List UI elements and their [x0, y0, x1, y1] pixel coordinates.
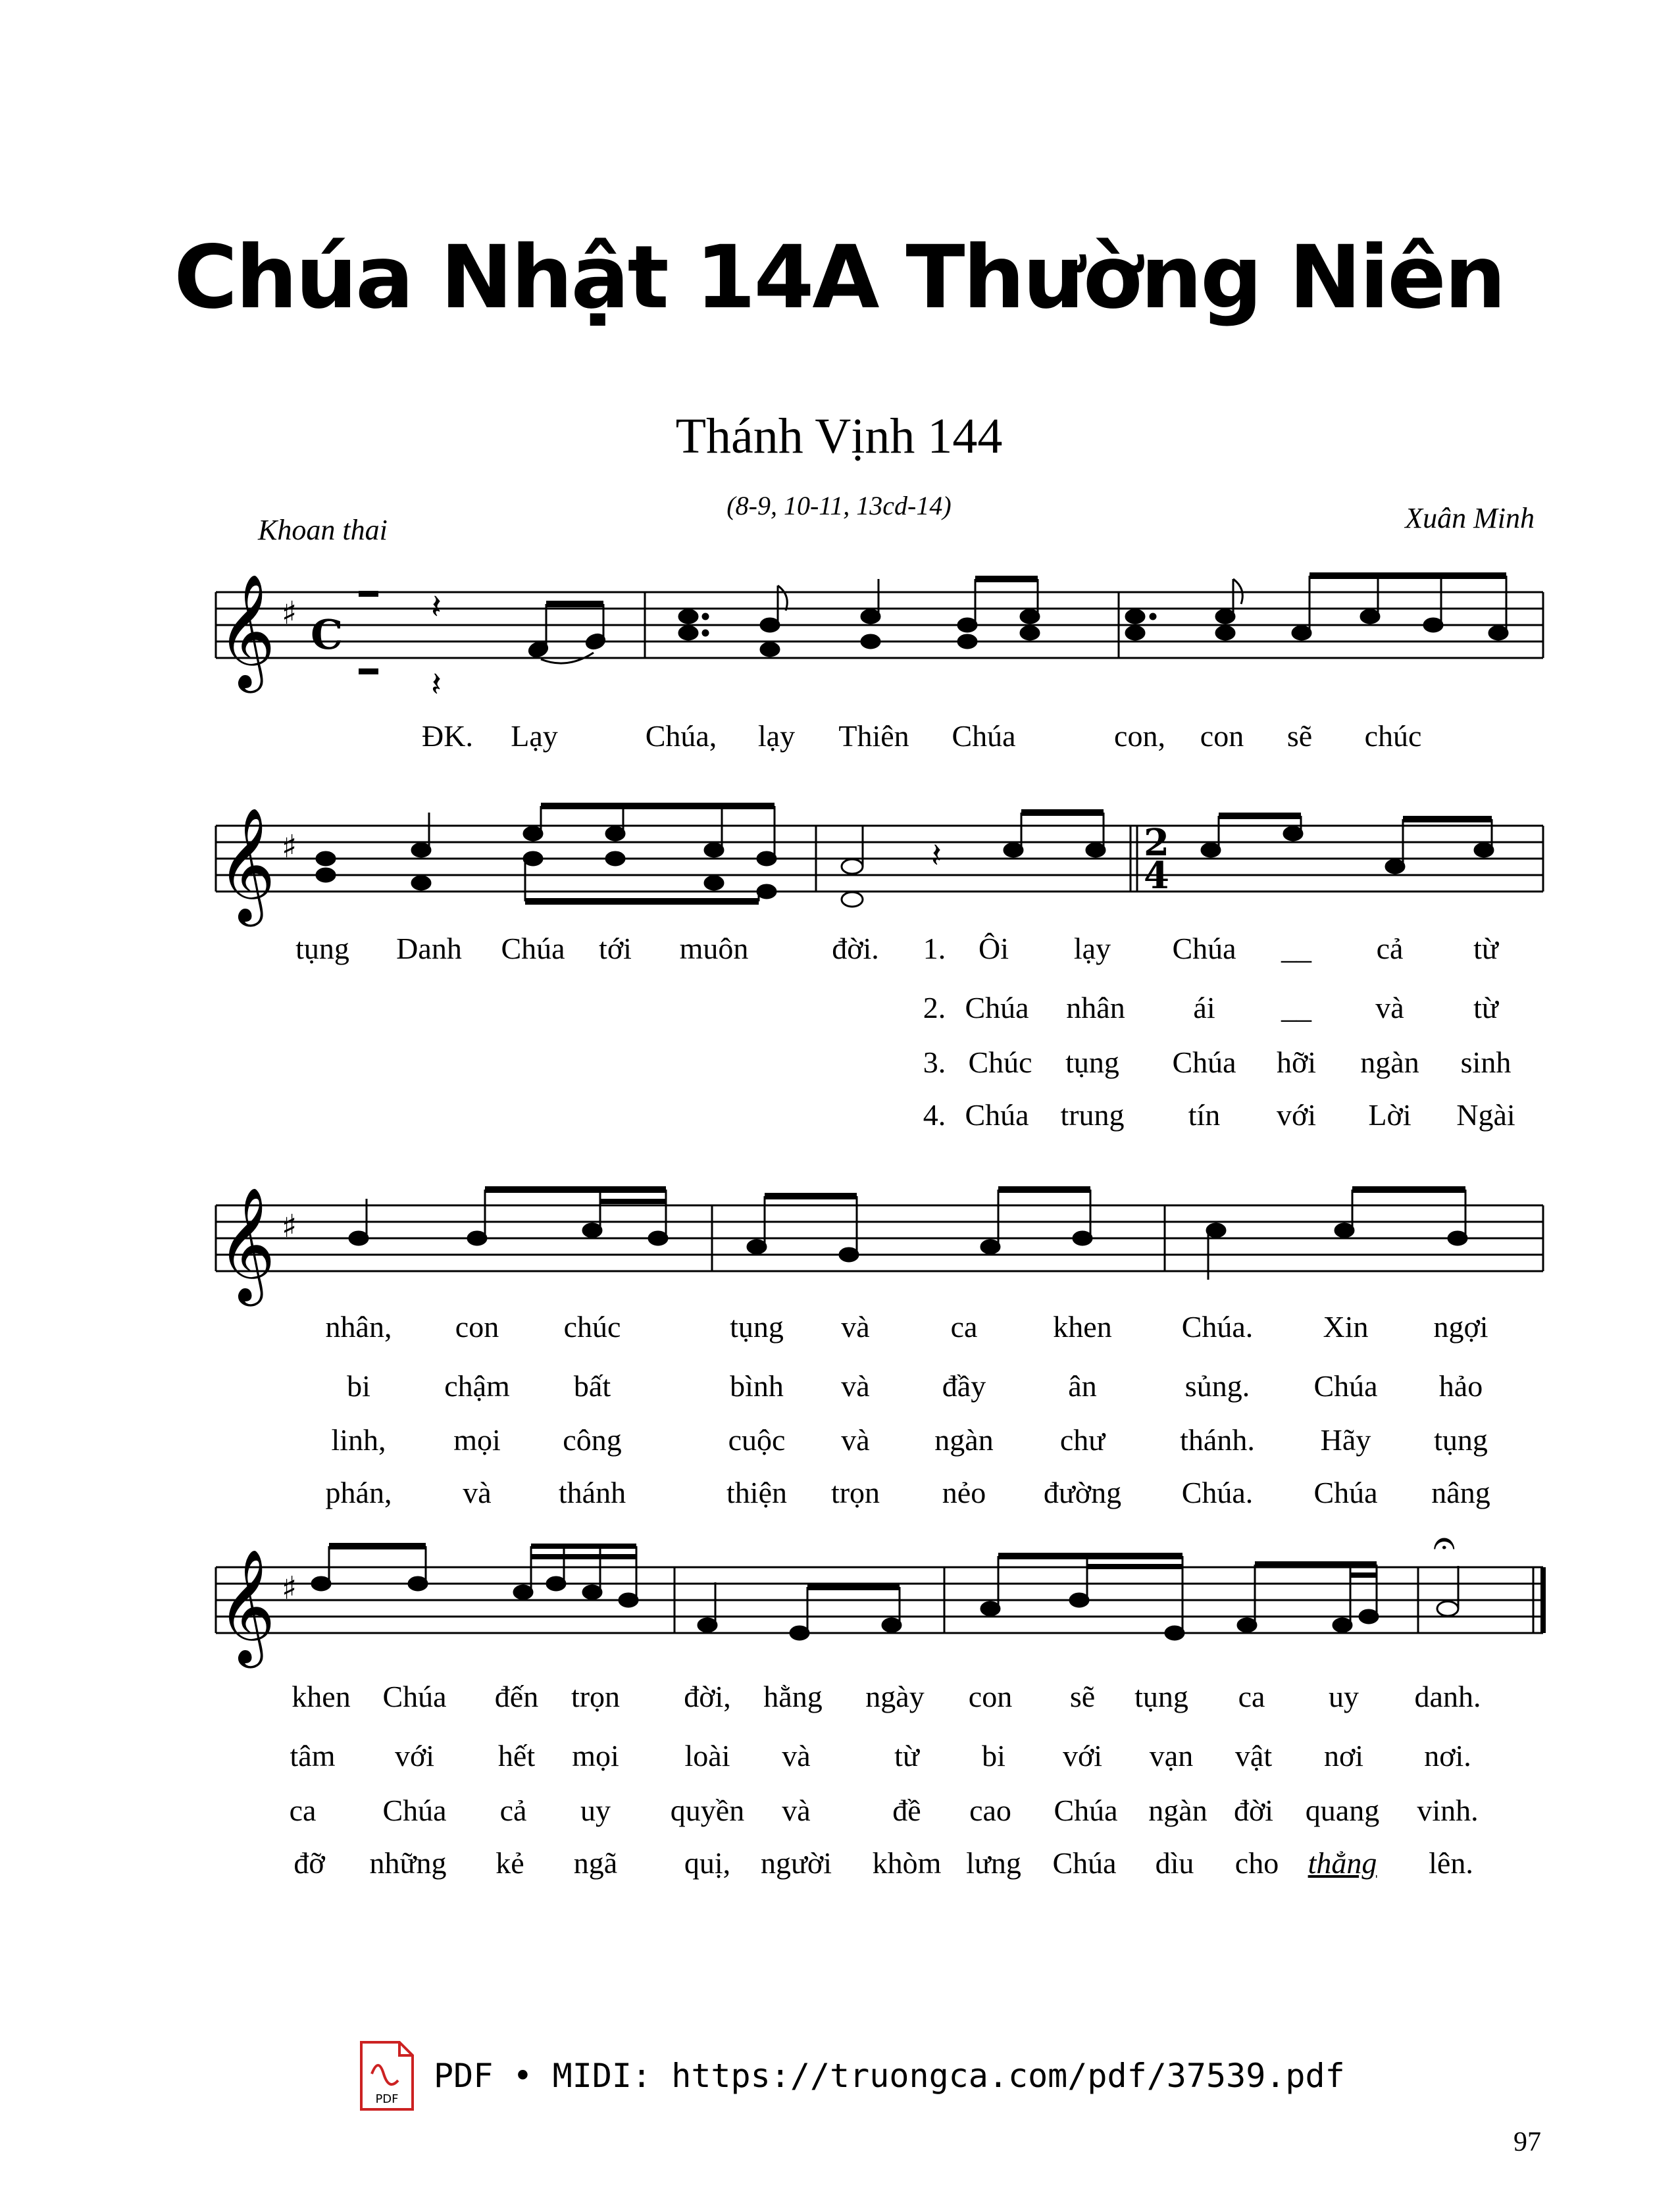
lyric-syllable: tụng	[730, 1310, 784, 1344]
lyric-syllable: tín	[1188, 1098, 1221, 1132]
key-sharp-icon: ♯	[282, 828, 297, 865]
time-signature-bottom: 4	[1144, 854, 1169, 897]
lyric-syllable: lên.	[1429, 1846, 1473, 1880]
lyric-syllable: nơi.	[1424, 1739, 1471, 1772]
lyric-syllable: thiện	[726, 1476, 787, 1509]
lyric-syllable: và	[782, 1739, 811, 1772]
lyric-syllable: chúc	[563, 1310, 621, 1344]
lyric-syllable: mọi	[572, 1739, 619, 1772]
treble-clef-icon: 𝄞	[217, 807, 276, 922]
lyric-syllable: lạy	[757, 719, 796, 753]
lyric-syllable: trung	[1060, 1098, 1125, 1132]
lyric-syllable: hằng	[763, 1680, 823, 1713]
pdf-icon	[359, 2040, 415, 2112]
lyric-syllable: con	[1200, 719, 1244, 753]
lyric-syllable: hảo	[1438, 1369, 1483, 1403]
lyric-syllable: ngã	[573, 1846, 618, 1880]
lyric-syllable: uy	[580, 1794, 611, 1827]
lyric-syllable: Chúa	[952, 719, 1016, 753]
lyric-syllable: sẽ	[1286, 719, 1313, 753]
staff-system-2	[0, 790, 1678, 947]
lyric-syllable: tụng	[1434, 1423, 1488, 1457]
lyric-syllable: thánh	[558, 1476, 626, 1509]
lyric-syllable: thánh.	[1180, 1423, 1255, 1457]
lyric-syllable: Ngài	[1456, 1098, 1515, 1132]
lyric-syllable: ân	[1068, 1369, 1097, 1403]
lyric-syllable: sẽ	[1069, 1680, 1096, 1713]
lyric-syllable: và	[1375, 991, 1404, 1024]
staff-system-1	[0, 553, 1678, 724]
lyric-syllable: Chúa	[1313, 1476, 1378, 1509]
common-time-icon: C	[311, 611, 343, 659]
lyric-syllable: Xin	[1323, 1310, 1369, 1344]
lyric-syllable: dìu	[1155, 1846, 1194, 1880]
composer-name: Xuân Minh	[1405, 502, 1535, 534]
lyric-syllable: tụng	[1134, 1680, 1188, 1713]
lyric-syllable: Chúa	[382, 1680, 447, 1713]
lyric-syllable: từ	[1473, 932, 1498, 965]
lyric-syllable: đời.	[832, 932, 879, 965]
lyric-syllable: Chúa	[501, 932, 565, 965]
lyric-syllable: Chúa	[1172, 1045, 1236, 1079]
lyric-syllable: con,	[1114, 719, 1165, 753]
lyric-syllable: quang	[1305, 1794, 1380, 1827]
page-title: Chúa Nhật 14A Thường Niên	[174, 227, 1504, 328]
lyric-syllable: ái	[1193, 991, 1215, 1024]
lyric-syllable: Thiên	[838, 719, 909, 753]
psalm-subtitle: Thánh Vịnh 144	[675, 409, 1003, 464]
lyric-syllable: Chúa.	[1181, 1476, 1254, 1509]
lyric-syllable: muôn	[679, 932, 749, 965]
lyric-syllable: vật	[1234, 1739, 1273, 1772]
lyric-syllable: đến	[494, 1680, 539, 1713]
lyric-syllable: cả	[1376, 932, 1404, 965]
lyric-syllable: 3.	[923, 1045, 946, 1079]
lyric-syllable: __	[1281, 932, 1311, 965]
lyric-syllable: sinh	[1460, 1045, 1512, 1079]
svg-text:𝄽: 𝄽	[931, 836, 942, 876]
key-sharp-icon: ♯	[282, 1570, 297, 1607]
lyric-syllable: bi	[347, 1369, 370, 1403]
lyric-syllable: con	[968, 1680, 1013, 1713]
lyric-syllable: bi	[982, 1739, 1005, 1772]
lyric-syllable: tâm	[290, 1739, 336, 1772]
treble-clef-icon: 𝄞	[217, 1187, 276, 1301]
lyric-syllable: Lời	[1368, 1098, 1411, 1132]
lyric-syllable: và	[841, 1369, 870, 1403]
lyric-syllable: và	[782, 1794, 811, 1827]
lyric-syllable: Danh	[396, 932, 462, 965]
lyric-syllable: Chúa	[1054, 1794, 1118, 1827]
lyric-syllable: khen	[292, 1680, 351, 1713]
lyric-syllable: Chúa	[965, 991, 1029, 1024]
lyric-syllable: đường	[1043, 1476, 1122, 1509]
lyric-syllable: Chúa.	[1181, 1310, 1254, 1344]
lyric-syllable: 4.	[923, 1098, 946, 1132]
lyric-syllable: Hãy	[1320, 1423, 1371, 1457]
lyric-syllable: con	[455, 1310, 499, 1344]
lyric-syllable: tới	[599, 932, 632, 965]
lyric-syllable: thẳng	[1308, 1846, 1377, 1880]
verses-reference: (8-9, 10-11, 13cd-14)	[726, 491, 952, 520]
lyric-syllable: đỡ	[293, 1846, 325, 1880]
lyric-syllable: Chúa	[1052, 1846, 1117, 1880]
lyric-syllable: và	[841, 1423, 870, 1457]
time-signature-top: 2	[1144, 821, 1169, 865]
lyric-syllable: khòm	[872, 1846, 942, 1880]
lyric-syllable: và	[841, 1310, 870, 1344]
lyric-syllable: ca	[289, 1794, 317, 1827]
lyric-syllable: đầy	[942, 1369, 986, 1403]
lyric-syllable: Ôi	[979, 932, 1009, 965]
key-sharp-icon: ♯	[282, 1208, 297, 1245]
lyric-syllable: Chúa	[1313, 1369, 1378, 1403]
lyric-syllable: loài	[684, 1739, 730, 1772]
lyric-syllable: hỡi	[1276, 1045, 1317, 1079]
lyric-syllable: với	[1276, 1098, 1317, 1132]
lyric-syllable: từ	[894, 1739, 919, 1772]
lyric-syllable: cao	[969, 1794, 1011, 1827]
lyric-syllable: với	[1062, 1739, 1103, 1772]
footer-text[interactable]: PDF • MIDI: https://truongca.com/pdf/37539.pdf	[434, 2057, 1345, 2095]
lyric-syllable: Lạy	[511, 719, 558, 753]
staff-system-3	[0, 1168, 1678, 1313]
lyric-syllable: từ	[1473, 991, 1498, 1024]
lyric-syllable: Chúa	[1172, 932, 1236, 965]
lyric-syllable: hết	[497, 1739, 536, 1772]
svg-text:PDF: PDF	[375, 2092, 399, 2106]
lyric-syllable: 1.	[923, 932, 946, 965]
lyric-syllable: công	[563, 1423, 622, 1457]
lyric-syllable: cả	[499, 1794, 527, 1827]
lyric-syllable: bất	[573, 1369, 611, 1403]
lyric-syllable: đời	[1233, 1794, 1274, 1827]
lyric-syllable: người	[760, 1846, 832, 1880]
lyric-syllable: linh,	[331, 1423, 386, 1457]
lyric-syllable: cho	[1234, 1846, 1279, 1880]
lyric-syllable: Chúc	[968, 1045, 1032, 1079]
lyric-syllable: chư	[1059, 1423, 1106, 1457]
svg-text:𝄽: 𝄽	[431, 665, 442, 705]
staff-system-4	[0, 1520, 1678, 1671]
lyric-syllable: danh.	[1414, 1680, 1481, 1713]
lyric-syllable: phán,	[325, 1476, 392, 1509]
lyric-syllable: với	[394, 1739, 435, 1772]
lyric-syllable: nhân	[1066, 991, 1125, 1024]
treble-clef-icon: 𝄞	[217, 574, 276, 688]
lyric-syllable: ngàn	[1360, 1045, 1419, 1079]
lyric-syllable: 2.	[923, 991, 946, 1024]
lyric-syllable: uy	[1329, 1680, 1359, 1713]
lyric-syllable: mọi	[453, 1423, 501, 1457]
lyric-syllable: nâng	[1431, 1476, 1490, 1509]
lyric-syllable: ngày	[865, 1680, 925, 1713]
footer-link[interactable]	[359, 2033, 1345, 2119]
lyric-syllable: đời,	[684, 1680, 731, 1713]
lyric-syllable: lạy	[1073, 932, 1111, 965]
lyric-syllable: nẻo	[942, 1476, 986, 1509]
lyric-syllable: ca	[1238, 1680, 1265, 1713]
lyric-syllable: chậm	[444, 1369, 510, 1403]
lyric-syllable: trọn	[571, 1680, 621, 1713]
page-number: 97	[1513, 2127, 1541, 2157]
lyric-syllable: ngàn	[1148, 1794, 1208, 1827]
lyric-syllable: tụng	[1065, 1045, 1119, 1079]
lyric-syllable: __	[1281, 991, 1311, 1024]
lyric-syllable: trọn	[830, 1476, 880, 1509]
lyric-syllable: sủng.	[1184, 1369, 1250, 1403]
lyric-syllable: đề	[892, 1794, 921, 1827]
lyric-syllable: vinh.	[1417, 1794, 1479, 1827]
lyric-syllable: quị,	[684, 1846, 731, 1880]
lyric-syllable: Chúa	[382, 1794, 447, 1827]
lyric-syllable: bình	[730, 1369, 784, 1403]
lyric-syllable: ca	[950, 1310, 978, 1344]
lyric-syllable: cuộc	[728, 1423, 786, 1457]
lyric-syllable: ngàn	[934, 1423, 994, 1457]
lyric-syllable: những	[369, 1846, 447, 1880]
lyric-syllable: tụng	[295, 932, 349, 965]
key-sharp-icon: ♯	[282, 595, 297, 632]
lyric-syllable: kẻ	[496, 1846, 524, 1880]
lyric-syllable: khen	[1053, 1310, 1112, 1344]
lyric-syllable: lưng	[966, 1846, 1021, 1880]
lyric-syllable: ngợi	[1433, 1310, 1488, 1344]
lyric-syllable: và	[463, 1476, 492, 1509]
treble-clef-icon: 𝄞	[217, 1549, 276, 1663]
lyric-syllable: chúc	[1364, 719, 1422, 753]
tempo-marking: Khoan thai	[258, 514, 388, 546]
lyric-syllable: nơi	[1323, 1739, 1364, 1772]
lyric-syllable: vạn	[1149, 1739, 1194, 1772]
lyric-syllable: ĐK.	[422, 719, 473, 753]
lyric-syllable: Chúa,	[645, 719, 717, 753]
lyric-syllable: quyền	[670, 1794, 745, 1827]
lyric-syllable: nhân,	[325, 1310, 392, 1344]
lyric-syllable: Chúa	[965, 1098, 1029, 1132]
svg-text:𝄽: 𝄽	[431, 588, 442, 627]
fermata-icon: 𝄐	[1433, 1520, 1456, 1566]
